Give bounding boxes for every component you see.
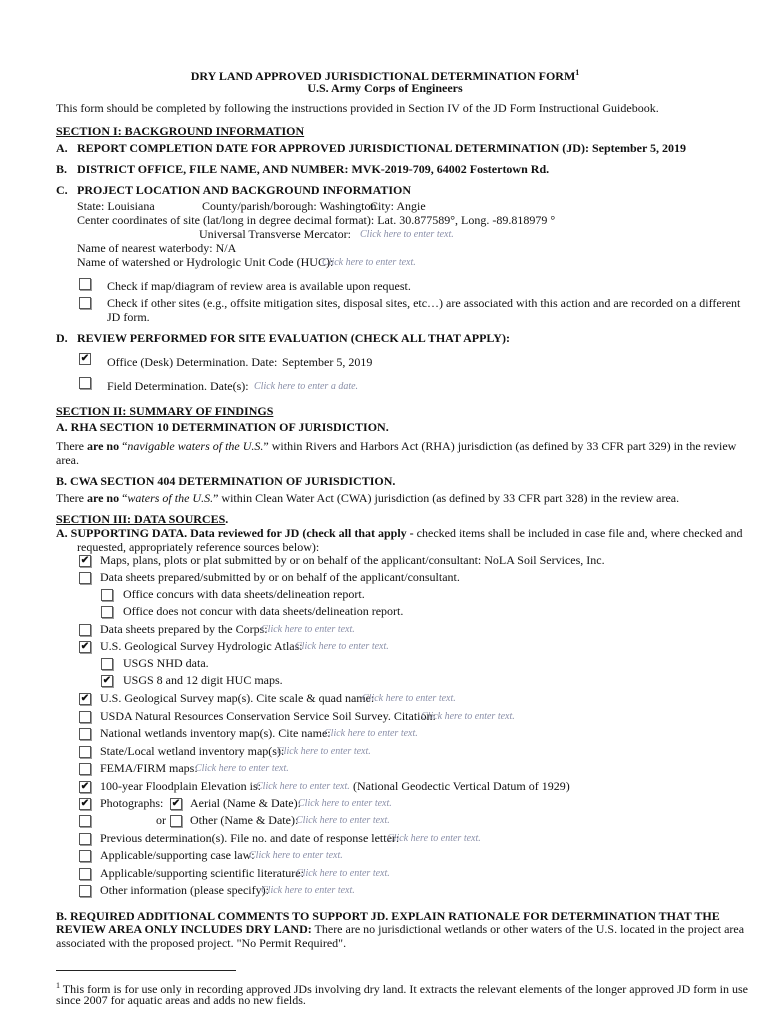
waterbody-value: Name of nearest waterbody: N/A (77, 241, 237, 255)
office-determination-checkbox[interactable]: ✔ (80, 353, 90, 364)
section-2b-t4: waters of the U.S. (127, 491, 214, 505)
section-2a-t1: There (56, 439, 87, 453)
section-1a-text: REPORT COMPLETION DATE FOR APPROVED JURISDICTIONAL DETERMINATION (JD): September 5, 2019 (77, 141, 687, 155)
previous-determination-label: Previous determination(s). File no. and date of response letter: (100, 831, 400, 845)
utm-input[interactable]: Click here to enter text. (360, 229, 454, 240)
nrcs-input[interactable]: Click here to enter text. (421, 711, 515, 722)
field-determination-checkbox[interactable] (79, 377, 91, 389)
huc-label: Name of watershed or Hydrologic Unit Code (HUC): (77, 255, 334, 269)
office-determination-date: September 5, 2019 (282, 355, 373, 369)
state-local-checkbox[interactable] (79, 746, 91, 758)
scientific-literature-checkbox[interactable] (79, 868, 91, 880)
section-1d-text: REVIEW PERFORMED FOR SITE EVALUATION (CHECK ALL THAT APPLY): (77, 331, 510, 345)
city-value: City: Angie (370, 199, 426, 213)
nwi-checkbox[interactable] (79, 728, 91, 740)
section-2b-t5: ” within Clean Water Act (CWA) jurisdiction (as defined by 33 CFR part 328) in the review area. (213, 491, 680, 505)
photographs-checkbox[interactable]: ✔ (80, 798, 90, 809)
section-1-heading: SECTION I: BACKGROUND INFORMATION (56, 124, 305, 138)
fema-input[interactable]: Click here to enter text. (195, 763, 289, 774)
previous-determination-input[interactable]: Click here to enter text. (387, 833, 481, 844)
corps-datasheets-label: Data sheets prepared by the Corps: (100, 622, 268, 636)
other-sites-checkbox[interactable] (79, 297, 91, 309)
concurs-label: Office concurs with data sheets/delineation report. (123, 587, 365, 601)
section-3a-text (56, 526, 743, 540)
map-available-label: Check if map/diagram of review area is available upon request. (107, 279, 411, 293)
section-2a-title: A. RHA SECTION 10 DETERMINATION OF JURISDICTION. (56, 420, 389, 434)
usgs-map-input[interactable]: Click here to enter text. (362, 693, 456, 704)
usgs-map-label: U.S. Geological Survey map(s). Cite scale & quad name: (100, 691, 375, 705)
other-photo-label: Other (Name & Date): (190, 813, 299, 827)
photographs-label: Photographs: (100, 796, 164, 810)
scientific-literature-label: Applicable/supporting scientific literature: (100, 866, 304, 880)
section-3a-rest: checked items shall be included in case file and, where checked and (416, 526, 743, 540)
section-3b-rest: There are no jurisdictional wetlands or other waters of the U.S. located in the project area (311, 922, 745, 936)
nrcs-label: USDA Natural Resources Conservation Service Soil Survey. Citation: (100, 709, 436, 723)
not-concur-label: Office does not concur with data sheets/delineation report. (123, 604, 404, 618)
section-2a-t5: ” within Rivers and Harbors Act (RHA) jurisdiction (as defined by 33 CFR part 329) in the review (263, 439, 737, 453)
aerial-label: Aerial (Name & Date): (190, 796, 301, 810)
section-1d-letter: D. (56, 331, 68, 345)
nwi-input[interactable]: Click here to enter text. (324, 728, 418, 739)
section-1a-letter: A. (56, 141, 68, 155)
section-3a-line2: requested, appropriately reference sources below): (77, 540, 320, 554)
other-sites-label-1: Check if other sites (e.g., offsite mitigation sites, disposal sites, etc…) are associated with this action and are recorded on a different (107, 296, 741, 310)
corps-datasheets-checkbox[interactable] (79, 624, 91, 636)
case-law-label: Applicable/supporting case law: (100, 848, 255, 862)
nrcs-checkbox[interactable] (79, 711, 91, 723)
section-3-heading-tail: . (225, 512, 229, 526)
other-information-input[interactable]: Click here to enter text. (261, 885, 355, 896)
footnote-text-1: This form is for use only in recording approved JDs involving dry land. It extracts the relevant elements of the longer approved JD form in use (60, 982, 748, 996)
section-2a-t4: navigable waters of the U.S. (127, 439, 264, 453)
aerial-checkbox[interactable]: ✔ (171, 798, 181, 809)
huc-maps-label: USGS 8 and 12 digit HUC maps. (123, 673, 283, 687)
other-information-checkbox[interactable] (79, 885, 91, 897)
huc-maps-checkbox[interactable]: ✔ (102, 675, 112, 686)
office-determination-label: Office (Desk) Determination. Date: (107, 355, 278, 369)
not-concur-checkbox[interactable] (101, 606, 113, 618)
section-2b-text (56, 491, 679, 505)
case-law-input[interactable]: Click here to enter text. (249, 850, 343, 861)
fema-label: FEMA/FIRM maps: (100, 761, 198, 775)
nhd-checkbox[interactable] (101, 658, 113, 670)
floodplain-label: 100-year Floodplain Elevation is: (100, 779, 261, 793)
section-1b-text: DISTRICT OFFICE, FILE NAME, AND NUMBER: MVK-2019-709, 64002 Fostertown Rd. (77, 162, 550, 176)
usgs-map-checkbox[interactable]: ✔ (80, 693, 90, 704)
section-3-heading-row (56, 512, 228, 526)
state-value: State: Louisiana (77, 199, 155, 213)
other-photo-input[interactable]: Click here to enter text. (296, 815, 390, 826)
section-2a-text (56, 439, 736, 453)
section-3b-bold2: REVIEW AREA ONLY INCLUDES DRY LAND: (56, 922, 312, 936)
nhd-label: USGS NHD data. (123, 656, 209, 670)
aerial-input[interactable]: Click here to enter text. (298, 798, 392, 809)
county-value: County/parish/borough: Washington (202, 199, 377, 213)
usgs-atlas-input[interactable]: Click here to enter text. (295, 641, 389, 652)
floodplain-input[interactable]: Click here to enter text. (256, 781, 350, 792)
state-local-input[interactable]: Click here to enter text. (277, 746, 371, 757)
other-sites-label-2: JD form. (107, 310, 150, 324)
floodplain-datum: (National Geodectic Vertical Datum of 1929) (353, 779, 570, 793)
section-1b-letter: B. (56, 162, 68, 176)
section-3b-line3: associated with the proposed project. "No Permit Required". (56, 936, 347, 950)
section-2b-t1: There (56, 491, 87, 505)
section-2a-text-line2: area. (56, 453, 79, 467)
maps-checkbox[interactable]: ✔ (80, 555, 90, 566)
form-title-footnote-mark: 1 (575, 68, 580, 77)
concurs-checkbox[interactable] (101, 589, 113, 601)
section-3b-line1: B. REQUIRED ADDITIONAL COMMENTS TO SUPPORT JD. EXPLAIN RATIONALE FOR DETERMINATION THAT THE (56, 909, 720, 923)
section-1c-text: PROJECT LOCATION AND BACKGROUND INFORMATION (77, 183, 412, 197)
floodplain-checkbox[interactable]: ✔ (80, 781, 90, 792)
scientific-literature-input[interactable]: Click here to enter text. (296, 868, 390, 879)
maps-label: Maps, plans, plots or plat submitted by or on behalf of the applicant/consultant: NoLA Soil Services, Inc. (100, 553, 605, 567)
section-2b-t2: are no (86, 491, 120, 505)
section-3-heading: SECTION III: DATA SOURCES (56, 512, 226, 526)
section-3b-line2 (56, 922, 744, 936)
field-determination-label: Field Determination. Date(s): (107, 379, 249, 393)
section-2-heading: SECTION II: SUMMARY OF FINDINGS (56, 404, 274, 418)
usgs-atlas-checkbox[interactable]: ✔ (80, 641, 90, 652)
form-subtitle: U.S. Army Corps of Engineers (307, 81, 463, 95)
previous-determination-checkbox[interactable] (79, 833, 91, 845)
corps-datasheets-input[interactable]: Click here to enter text. (261, 624, 355, 635)
photo-blank-checkbox[interactable] (79, 815, 91, 827)
huc-input[interactable]: Click here to enter text. (322, 257, 416, 268)
photo-or-label: or (156, 813, 166, 827)
section-3a-bold: A. SUPPORTING DATA. Data reviewed for JD (check all that apply - (56, 526, 417, 540)
section-2a-t2: are no (86, 439, 120, 453)
other-information-label: Other information (please specify): (100, 883, 269, 897)
section-2b-t3: “ (119, 491, 128, 505)
fema-checkbox[interactable] (79, 763, 91, 775)
section-2a-t3: “ (119, 439, 128, 453)
datasheets-checkbox[interactable] (79, 572, 91, 584)
form-title-text: DRY LAND APPROVED JURISDICTIONAL DETERMINATION FORM (190, 69, 576, 83)
utm-label: Universal Transverse Mercator: (199, 227, 351, 241)
field-date-input[interactable]: Click here to enter a date. (254, 381, 359, 392)
datasheets-label: Data sheets prepared/submitted by or on behalf of the applicant/consultant. (100, 570, 460, 584)
section-1c-letter: C. (56, 183, 68, 197)
section-2b-title: B. CWA SECTION 404 DETERMINATION OF JURISDICTION. (56, 474, 396, 488)
form-intro: This form should be completed by following the instructions provided in Section IV of the JD Form Instructional Guidebook. (56, 101, 659, 115)
state-local-label: State/Local wetland inventory map(s): (100, 744, 285, 758)
footnote-mark: 1 (56, 981, 60, 990)
center-coordinates: Center coordinates of site (lat/long in degree decimal format): Lat. 30.877589°, Long. -89.818979 ° (77, 213, 556, 227)
nwi-label: National wetlands inventory map(s). Cite name: (100, 726, 331, 740)
usgs-atlas-label: U.S. Geological Survey Hydrologic Atlas: (100, 639, 303, 653)
footnote-rule (56, 970, 236, 971)
case-law-checkbox[interactable] (79, 850, 91, 862)
map-available-checkbox[interactable] (79, 278, 91, 290)
other-photo-checkbox[interactable] (170, 815, 182, 827)
footnote-line2: since 2007 for aquatic areas and adds no new fields. (56, 993, 306, 1007)
